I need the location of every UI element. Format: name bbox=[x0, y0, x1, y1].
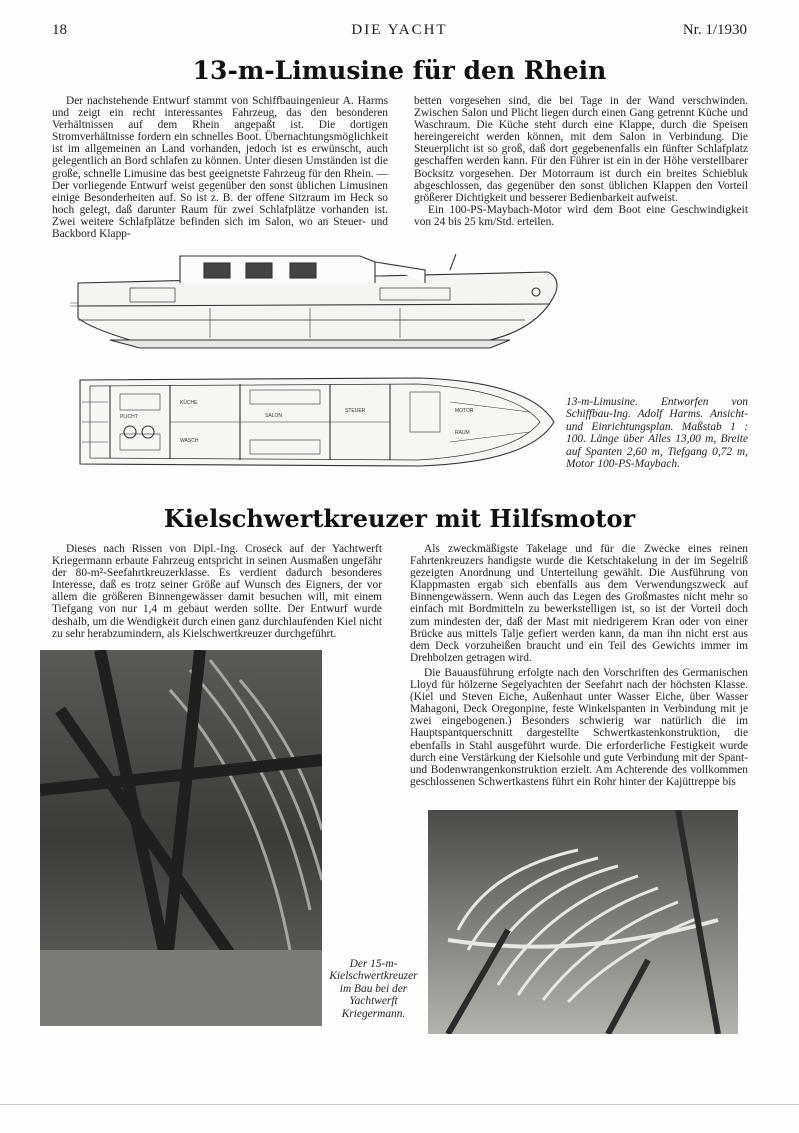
article2-title: Kielschwertkreuzer mit Hilfsmotor bbox=[163, 504, 636, 533]
plan-label-salon: SALON bbox=[265, 413, 282, 419]
page-number: 18 bbox=[52, 22, 67, 38]
plan-label-motor: MOTOR bbox=[455, 408, 474, 414]
plan-label-steuer: STEUER bbox=[345, 408, 366, 414]
drawing-caption: 13-m-Limusine. Entworfen von Schiffbau-Ing. Adolf Harms. Ansicht- und Einrichtungsplan. Maßstab 1 : 100. Länge über Alles 13,00 m, Breite auf Spanten 2,60 m, Tiefgang 0,72 m, Motor 100-PS-Maybach. bbox=[566, 396, 748, 471]
boat-deck-plan-drawing bbox=[60, 372, 560, 472]
photo-caption: Der 15-m-Kielschwertkreuzer im Bau bei der Yachtwerft Kriegermann. bbox=[329, 958, 418, 1020]
plan-label-kueche: KÜCHE bbox=[180, 400, 198, 406]
issue-number: Nr. 1/1930 bbox=[682, 22, 747, 38]
article1-paragraph: Ein 100-PS-Maybach-Motor wird dem Boot eine Geschwindigkeit von 24 bis 25 km/Std. erteilen. bbox=[414, 203, 748, 228]
article2-paragraph: Die Bauausführung erfolgte nach den Vorschriften des Germanischen Lloyd für hölzerne Segelyachten der Seefahrt nach der höchsten Klasse. (Kiel und Steven Eiche, Außenhaut unter Wasser Eiche, über Wasser Mahagoni, Deck Oregonpine, feste Winkelspanten in Verbindung mit je zwei eingebogenen.) Besonders schwierig war natürlich die im Hauptspantquerschnitt dargestellte Schwertkastenkonstruktion, die ebenfalls in Stahl ausgeführt wurde. Die erforderliche Festigkeit wurde durch eine Verstärkung der Kielsohle und gute Verbindung mit der Spant- und Bodenwrangenkonstruktion erzielt. Am Achterende des vollkommen geschlossenen Schwertkastens führt ein Rohr hinter der Kajüttreppe bis bbox=[410, 666, 748, 788]
article2-paragraph: Als zweckmäßigste Takelage und für die Zwecke eines reinen Fahrtenkreuzers handigste wurde die Ketschtakelung in der im Segelriß gezeigten Anordnung und Unterteilung gewählt. Die Ausführung von Klappmasten ergab sich ebenfalls aus dem Verwendungszweck auf Binnengewässern. Wenn auch das Legen des Großmastes nicht mehr so einfach mit Bordmitteln zu bewerkstelligen ist, so ist der Vorteil doch zum mindesten der, daß der Mast mit niedrigerem Kran oder von einer Brücke aus mittels Talje gefiert werden kann, da man ihn nicht erst aus dem Deck vorzuheißen braucht und ein Teil des Gewichts immer im Drehbolzen getragen wird. bbox=[410, 543, 748, 664]
plan-label-wasch: WASCH bbox=[180, 438, 199, 444]
article2-column-right bbox=[410, 543, 748, 788]
masthead: DIE YACHT bbox=[351, 22, 448, 38]
article2-paragraph: Dieses nach Rissen von Dipl.-Ing. Croseck auf der Yachtwerft Kriegermann erbaute Fahrzeug entspricht in seinen Ausmaßen ungefähr der 80-m²-Seefahrtkreuzerklasse. Es verdient dadurch besonderes Interesse, daß es trotz seiner Größe auf Wunsch des Eigners, der vor allem die größeren Binnengewässer damit besuchen will, mit einem Tiefgang von nur 1,4 m gebaut werden sollte. Der Entwurf wurde deshalb, um die Wendigkeit durch einen ganz durchlaufenden Kiel nicht zu sehr herabzumindern, als Kielschwertkreuzer durchgeführt. bbox=[52, 543, 382, 640]
boat-side-elevation-drawing bbox=[70, 248, 570, 358]
article1-title: 13-m-Limusine für den Rhein bbox=[192, 56, 607, 85]
article2-column-left bbox=[52, 543, 382, 640]
shipyard-photo-left bbox=[40, 650, 322, 1026]
article1-column-left bbox=[52, 95, 388, 240]
plan-label-raum: RAUM bbox=[455, 430, 470, 436]
running-header bbox=[52, 22, 747, 40]
article1-paragraph: betten vorgesehen sind, die bei Tage in der Wand verschwinden. Zwischen Salon und Plicht liegen durch einen Gang getrennt Küche und Waschraum. Die Küche steht durch eine Klappe, durch die Speisen hereingereicht werden können, mit dem Salon in Verbindung. Die Steuerplicht ist so groß, daß dort gegebenenfalls ein fünfter Schlafplatz geschaffen werden kann. Für den Führer ist ein in der Höhe verstellbarer Bocksitz vorgesehen. Der Motorraum ist durch ein breites Schiebluk abgeschlossen, das gegenüber den sonst üblichen Klappen den Vorteil größerer Dichtigkeit und besserer Bedienbarkeit aufweist. bbox=[414, 95, 748, 204]
article1-paragraph: Der nachstehende Entwurf stammt von Schiffbauingenieur A. Harms und zeigt ein recht interessantes Fahrzeug, das den besonderen Verhältnissen auf dem Rhein angepaßt ist. Die dortigen Stromverhältnisse fordern ein schnelles Boot. Übernachtungsmöglichkeit ist im allgemeinen an Land vorhanden, jedoch ist es erwünscht, auch gelegentlich an Bord schlafen zu können. Unter diesen Umständen ist die große, schnelle Limusine das best geeignetste Fahrzeug für den Rhein. — Der vorliegende Entwurf weist gegenüber den sonst üblichen Limusinen einige Besonderheiten auf. So ist z. B. der offene Sitzraum im Heck so hoch gelegt, daß darunter Raum für zwei Schlafplätze vorhanden ist. Zwei weitere Schlafplätze befinden sich im Salon, wo an Steuer- und Backbord Klapp- bbox=[52, 95, 388, 241]
plan-label-plicht: PLICHT bbox=[120, 414, 138, 420]
hull-frames-photo bbox=[428, 810, 738, 1034]
bottom-rule bbox=[0, 1104, 799, 1105]
article1-column-right bbox=[414, 95, 748, 228]
